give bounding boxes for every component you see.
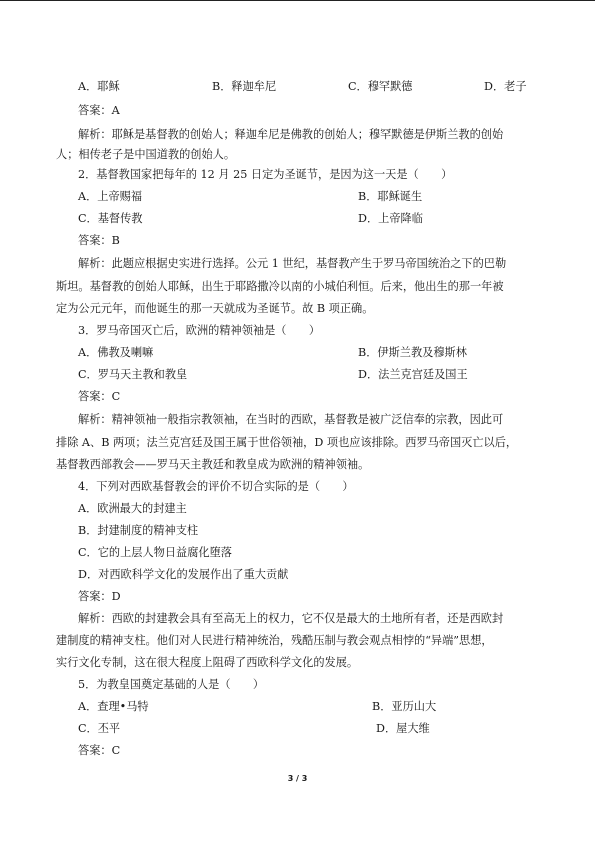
q1-option-c: C．穆罕默德 bbox=[348, 80, 413, 93]
q3-stem: 3．罗马帝国灭亡后，欧洲的精神领袖是（ ） bbox=[78, 324, 321, 337]
q2-answer: 答案：B bbox=[78, 234, 120, 247]
q2-option-b: B．耶稣诞生 bbox=[358, 190, 423, 203]
q5-option-d: D．屋大维 bbox=[376, 722, 430, 735]
q1-option-b: B．释迦牟尼 bbox=[212, 80, 277, 93]
q1-answer: 答案：A bbox=[78, 104, 120, 117]
q3-option-c: C．罗马天主教和教皇 bbox=[78, 368, 188, 381]
q3-analysis-line-3: 基督教西部教会——罗马天主教廷和教皇成为欧洲的精神领袖。 bbox=[56, 458, 370, 471]
q3-analysis-line-2: 排除 A、B 两项；法兰克宫廷及国王属于世俗领袖，D 项也应该排除。西罗马帝国灭亡以后， bbox=[56, 436, 518, 449]
q5-answer: 答案：C bbox=[78, 744, 121, 757]
q2-analysis-line-2: 斯坦。基督教的创始人耶稣，出生于耶路撒冷以南的小城伯利恒。后来，他出生的那一年被 bbox=[56, 280, 504, 293]
q2-option-a: A．上帝赐福 bbox=[78, 190, 143, 203]
q3-option-a: A．佛教及喇嘛 bbox=[78, 346, 154, 359]
q1-option-d: D．老子 bbox=[484, 80, 527, 93]
q3-analysis-line-1: 解析：精神领袖一般指宗教领袖，在当时的西欧，基督教是被广泛信奉的宗教，因此可 bbox=[78, 413, 504, 426]
q4-analysis-line-3: 实行文化专制，这在很大程度上阻碍了西欧科学文化的发展。 bbox=[56, 656, 359, 669]
q2-analysis-line-1: 解析：此题应根据史实进行选择。公元 1 世纪，基督教产生于罗马帝国统治之下的巴勒 bbox=[78, 257, 507, 270]
q3-option-d: D．法兰克宫廷及国王 bbox=[358, 368, 468, 381]
q2-option-d: D．上帝降临 bbox=[358, 212, 423, 225]
q4-option-c: C．它的上层人物日益腐化堕落 bbox=[78, 546, 232, 559]
q1-analysis-line-2: 人；相传老子是中国道教的创始人。 bbox=[56, 148, 236, 161]
q3-option-b: B．伊斯兰教及穆斯林 bbox=[358, 346, 467, 359]
q5-option-b: B．亚历山大 bbox=[372, 700, 437, 713]
q2-analysis-line-3: 定为公元元年，而他诞生的那一天就成为圣诞节。故 B 项正确。 bbox=[56, 302, 374, 315]
q4-analysis-line-1: 解析：西欧的封建教会具有至高无上的权力，它不仅是最大的土地所有者，还是西欧封 bbox=[78, 612, 504, 625]
q5-stem: 5．为教皇国奠定基础的人是（ ） bbox=[78, 678, 265, 691]
q5-option-c: C．丕平 bbox=[78, 722, 121, 735]
q1-option-a: A．耶稣 bbox=[78, 80, 120, 93]
q4-stem: 4．下列对西欧基督教会的评价不切合实际的是（ ） bbox=[78, 480, 354, 493]
q4-option-a: A．欧洲最大的封建主 bbox=[78, 502, 187, 515]
q1-analysis-line-1: 解析：耶稣是基督教的创始人；释迦牟尼是佛教的创始人；穆罕默德是伊斯兰教的创始 bbox=[78, 128, 504, 141]
q4-analysis-line-2: 建制度的精神支柱。他们对人民进行精神统治，残酷压制与教会观点相悖的“异端”思想， bbox=[56, 634, 493, 647]
q2-option-c: C．基督传教 bbox=[78, 212, 143, 225]
q4-answer: 答案：D bbox=[78, 590, 121, 603]
q4-option-d: D．对西欧科学文化的发展作出了重大贡献 bbox=[78, 568, 289, 581]
q2-stem: 2．基督教国家把每年的 12 月 25 日定为圣诞节，是因为这一天是（ ） bbox=[78, 168, 453, 181]
q3-answer: 答案：C bbox=[78, 390, 121, 403]
q4-option-b: B．封建制度的精神支柱 bbox=[78, 524, 199, 537]
page-number: 3 / 3 bbox=[287, 774, 308, 783]
q5-option-a: A．查理•马特 bbox=[78, 700, 149, 713]
